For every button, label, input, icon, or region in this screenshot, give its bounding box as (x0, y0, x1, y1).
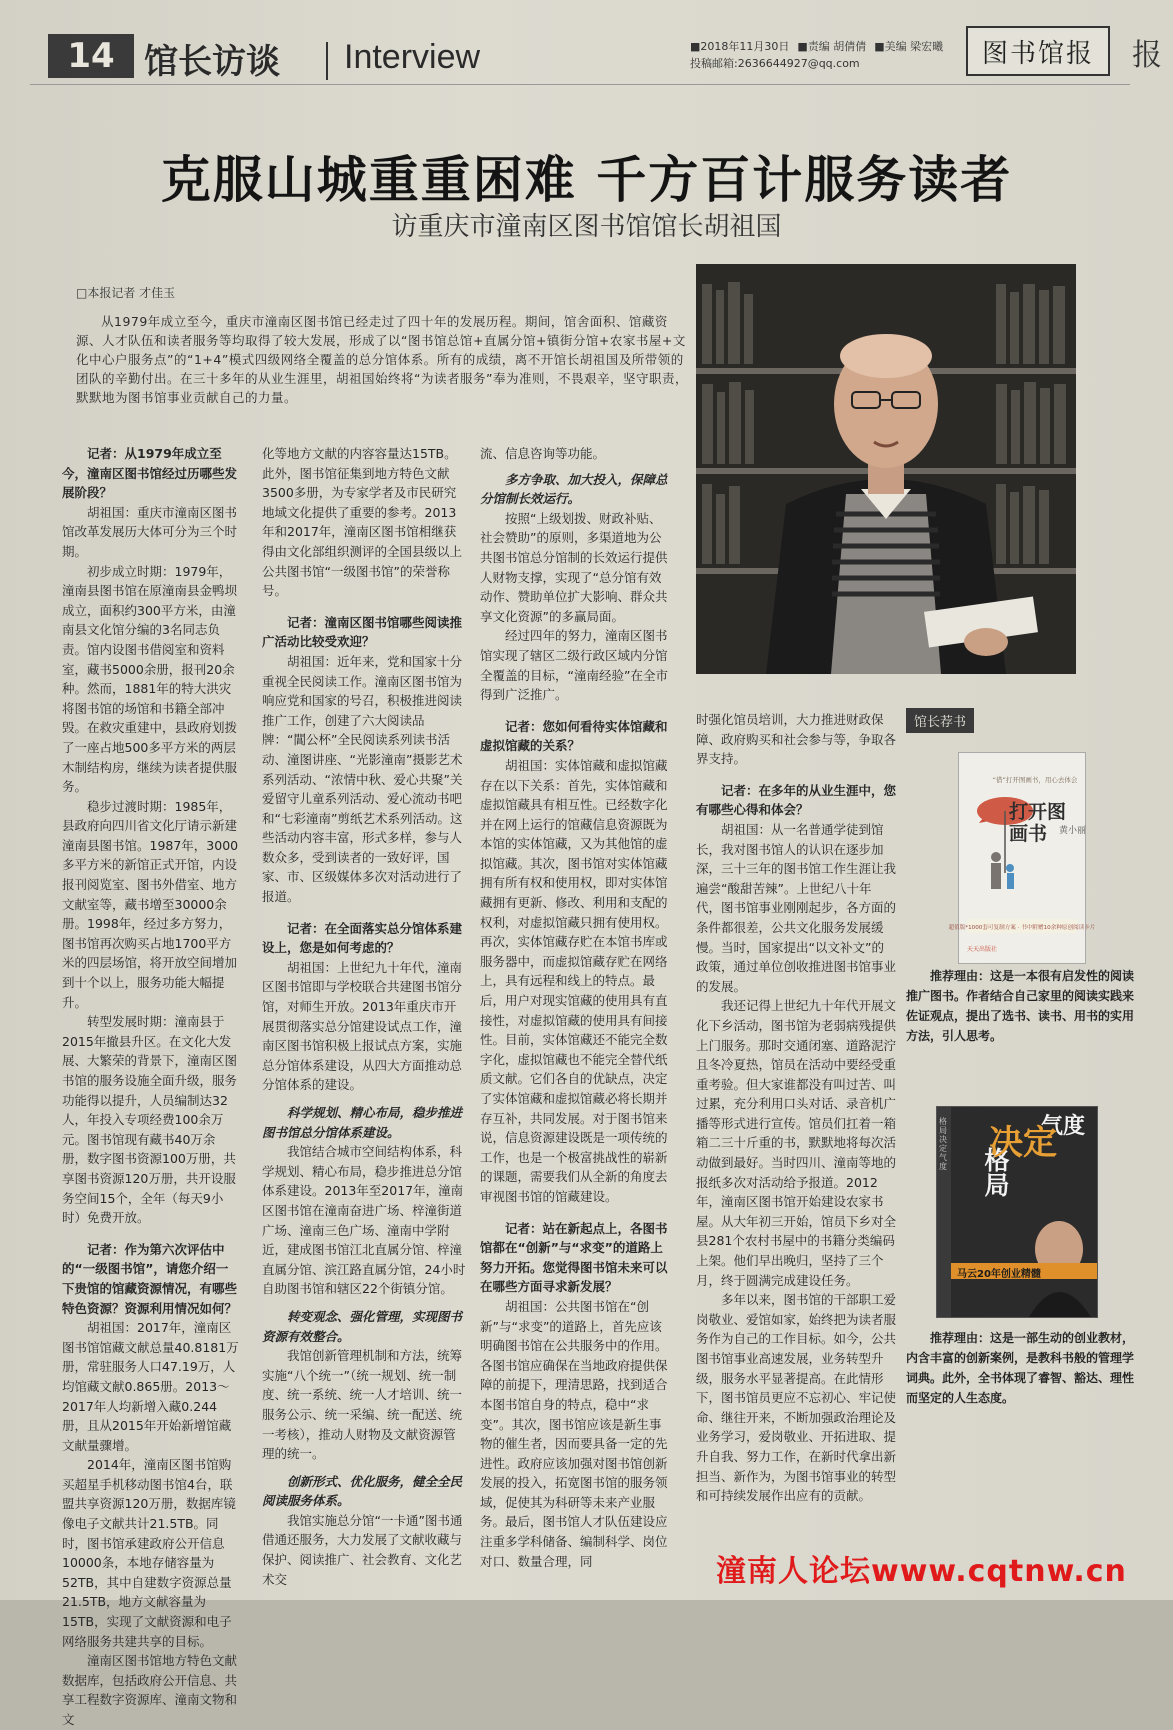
question-6: 记者：站在新起点上，各图书馆都在“创新”与“求变”的道路上努力开拓。您觉得图书馆未来可以在哪些方面寻求新发展？ (480, 1220, 668, 1295)
answer-6: 胡祖国：公共图书馆在“创新”与“求变”的道路上，首先应该明确图书馆在公共服务中的作用。各图书馆应确保在当地政府提供保障的前提下，理清思路，找到适合本图书馆自身的特点，稳中“求变”。其次，图书馆应该是新生事物的催生者，因而要具备一定的先进性。政府应该加强对图书馆创新发展的投入，拓宽图书馆的服务领域，促使其为科研等未来产业服务。最后，图书馆人才队伍建设应注重多学科储备、编制科学、岗位对口、数量合理，同 (480, 1298, 668, 1569)
section-title-cn: 馆长访谈 (144, 42, 280, 82)
book-cover-2 (936, 1106, 1098, 1318)
question-3: 记者：潼南区图书馆哪些阅读推广活动比较受欢迎？ (262, 614, 463, 650)
answer-5: 胡祖国：实体馆藏和虚拟馆藏存在以下关系：首先，实体馆藏和虚拟馆藏具有相互性。已经数字化并在网上运行的馆藏信息资源既为本馆的实体馆藏，又为其他馆的虚拟馆藏。其次，图书馆对实体馆藏拥有所有权和使用权，即对实体馆藏拥有更新、修改、利用和支配的权利，对虚拟馆藏只拥有使用权。再次，实体馆藏存贮在本馆书库或服务器中，而虚拟馆藏存贮在网络上，具有远程和线上的特点。最后，用户对现实馆藏的使用具有直接性，对虚拟馆藏的使用具有间接性。目前，实体馆藏还不能完全数字化，虚拟馆藏也不能完全替代纸质文献。它们各自的优缺点，决定了实体馆藏和虚拟馆藏必将长期并存互补，共同发展。对于图书馆来说，信息资源建设既是一项传统的工作，也是一个极富挑战性的崭新的课题，需要我们从全新的角度去审视图书馆的馆藏建设。 (480, 757, 668, 1204)
paragraph: 初步成立时期：1979年，潼南县图书馆在原潼南县金鸭坝成立，面积约300平方米，由潼南县文化馆分编的3名同志负责。馆内设图书借阅室和资料室，藏书5000余册，报刊20余种。然而，1881年的特大洪灾将图书馆的场馆和书籍全部冲毁。在救灾重建中，县政府划拨了一座占地500多平方米的两层木制结构房，继续为读者提供服务。 (62, 563, 238, 795)
paragraph: 稳步过渡时期：1985年，县政府向四川省文化厅请示新建潼南县图书馆。1987年，3000多平方米的新馆正式开馆，内设报刊阅览室、图书外借室、地方文献室等，藏书增至30000余册。1998年，经过多方努力，图书馆再次购买占地1700平方米的四层场馆，将开放空间增加到十个以上，服务功能大幅提升。 (62, 798, 239, 1010)
recommend-reason-1: 推荐理由：这是一本很有启发性的阅读推广图书。作者结合自己家里的阅读实践来佐证观点，提出了选书、读书、用书的实用方法，引人思考。 (906, 969, 1135, 1043)
paragraph: 我馆创新管理机制和方法，统筹实施“八个统一”（统一规划、统一制度、统一系统、统一人才培训、统一服务公示、统一采编、统一配送、统一考核），推动人财物及文献资源管理的统一。 (262, 1348, 463, 1462)
question-7: 记者：在多年的从业生涯中，您有哪些心得和体会？ (696, 782, 897, 818)
paragraph: 时强化馆员培训，大力推进财政保障、政府购买和社会参与等，争取各界支持。 (696, 712, 897, 767)
answer-3: 胡祖国：近年来，党和国家十分重视全民阅读工作。潼南区图书馆为响应党和国家的号召，积极推进阅读推广工作，创建了六大阅读品牌：“閶公杯”全民阅读系列读书活动、潼图讲座、“光影潼南”摄影艺术系列活动、“浓情中秋、爱心共聚”关爱留守儿童系列活动、爱心流动书吧和“七彩潼南”剪纸艺术系列活动。这些活动内容丰富，形式多样，参与人数众多，受到读者的一致好评，国家、市、区级媒体多次对活动进行了报道。 (262, 653, 463, 905)
recommend-reason-2: 推荐理由：这是一部生动的创业教材，内含丰富的创新案例，是教科书般的管理学词典。此外，全书体现了睿智、豁达、理性而坚定的人生态度。 (906, 1331, 1135, 1405)
page-header (26, 12, 1126, 82)
page-number: 14 (48, 34, 134, 78)
paragraph: 潼南区图书馆地方特色文献数据库，包括政府公开信息、共享工程数字资源库、潼南文物和文 (62, 1653, 238, 1727)
book1-tagline: “借”打开图画书，用心去体会 (992, 776, 1078, 784)
book2-spine: 格局决定气度 (939, 1117, 947, 1171)
designer-credit: ■美编 梁宏曦 (874, 40, 944, 53)
portrait-illustration (696, 264, 1076, 674)
book1-author: 黄小丽 (1059, 826, 1087, 836)
question-4: 记者：在全面落实总分馆体系建设上，您是如何考虑的？ (262, 920, 463, 956)
book2-title-b: 决定 (989, 1123, 1057, 1163)
subheading: 科学规划、精心布局，稳步推进图书馆总分馆体系建设。 (262, 1105, 463, 1140)
submission-email: 投稿邮箱:2636644927@qq.com (690, 57, 860, 70)
paragraph: 化等地方文献的内容容量达15TB。此外，图书馆征集到地方特色文献3500多册，为专家学者及市民研究地域文化提供了重要的参考。2013年和2017年，潼南区图书馆相继获得由文化部组织测评的全国县级以上公共图书馆“一级图书馆”的荣誉称号。 (262, 446, 463, 599)
paragraph: 转型发展时期：潼南县于2015年撤县升区。在文化大发展、大繁荣的背景下，潼南区图书馆的服务设施全面升级，服务功能得以提升，人员编制达32人，年投入专项经费100余万元。图书馆现有藏书40万余册，数字图书资源100万册，共享图书资源120万册，共开设服务空间15个，全年（每天9小时）免费开放。 (62, 1014, 238, 1226)
book1-publisher: 天天出版社 (967, 946, 998, 953)
column-1 (62, 444, 240, 1730)
article-headline: 克服山城重重困难 千方百计服务读者 (160, 150, 1013, 209)
adjacent-page-edge: 报 (1132, 38, 1162, 73)
paragraph: 流、信息咨询等功能。 (480, 446, 606, 461)
book2-subtitle: 马云20年创业精髓 (957, 1269, 1041, 1280)
book2-title-c: 气度 (1041, 1114, 1086, 1139)
answer-7: 胡祖国：从一名普通学徒到馆长，我对图书馆人的认识在逐步加深，三十三年的图书馆工作生涯让我遍尝“酸甜苦辣”。上世纪八十年代，图书馆事业刚刚起步，各方面的条件都很差，公共文化服务发展缓慢。当时，国家提出“以文补文”的政策，通过单位创收推进图书馆事业的发展。 (696, 821, 897, 994)
paragraph: 多年以来，图书馆的干部职工爱岗敬业、爱馆如家，始终把为读者服务作为自己的工作目标。如今，公共图书馆事业高速发展，业务转型升级，服务水平显著提高。在此情形下，图书馆员更应不忘初心、牢记使命、继往开来，不断加强政治理论及业务学习，爱岗敬业、开拓进取、提升自我、努力工作，在新时代拿出新担当、新作为，为图书馆事业的转型和可持续发展作出应有的贡献。 (696, 1292, 897, 1504)
column-4 (696, 710, 896, 1506)
question-2: 记者：作为第六次评估中的“一级图书馆”，请您介绍一下贵馆的馆藏资源情况，有哪些特色资源？资源利用情况如何？ (62, 1241, 238, 1316)
newspaper-logo: 图书馆报 (966, 26, 1110, 76)
article-subtitle: 访重庆市潼南区图书馆馆长胡祖国 (391, 212, 782, 242)
question-5: 记者：您如何看待实体馆藏和虚拟馆藏的关系？ (480, 718, 668, 754)
paragraph: 我馆结合城市空间结构体系，科学规划、精心布局，稳步推进总分馆体系建设。2013年至2017年，潼南区图书馆在潼南奋进广场、梓潼街道广场、潼南三色广场、潼南中学附近，建成图书馆江北直属分馆、梓潼直属分馆、滨江路直属分馆，24小时自助图书馆和辖区22个街镇分馆。 (262, 1144, 466, 1297)
book-cover-1 (948, 752, 1096, 964)
book1-title: 打开图画书 (1009, 801, 1067, 845)
portrait-photo (696, 264, 1076, 674)
column-3 (480, 444, 668, 1571)
book-cover-1-art (948, 753, 1096, 963)
subheading: 多方争取、加大投入，保障总分馆制长效运行。 (480, 471, 668, 507)
paragraph: 经过四年的努力，潼南区图书馆实现了辖区二级行政区域内分馆全覆盖的目标，“潼南经验”在全市得到广泛推广。 (480, 628, 668, 703)
paragraph: 我还记得上世纪九十年代开展文化下乡活动，图书馆为老弱病残提供上门服务。那时交通闭塞、道路泥泞且冬冷夏热，馆员在活动中要经受重重考验。但大家谁都没有叫过苦、叫过累，充分利用口头对话、录音机广播等形式进行宣传。馆员们扛着一箱箱二三十斤重的书，默默地将每次活动做到最好。当时四川、潼南等地的报纸多次对活动给予报道。2012年，潼南区图书馆开始建设农家书屋。从大年初三开始，馆员下乡对全县281个农村书屋中的书籍分类编码上架。他们早出晚归，坚持了三个月，终于圆满完成建设任务。 (696, 998, 897, 1288)
header-rule (30, 84, 1130, 85)
book2-title-a: 格局 (981, 1147, 1010, 1197)
header-divider (326, 42, 328, 80)
book-recommend-title: 馆长荐书 (906, 708, 974, 733)
book1-footer: 超值版*1000套可复制方案 · 书中附赠10余种原创阅读卡片 (948, 925, 1096, 931)
editor-credit: ■责编 胡倩倩 (797, 40, 867, 53)
site-watermark: 潼南人论坛www.cqtnw.cn (716, 1554, 1127, 1589)
section-title-en: Interview (344, 38, 481, 76)
article-lead: 从1979年成立至今，重庆市潼南区图书馆已经走过了四十年的发展历程。期间，馆舍面积、馆藏资源、人才队伍和读者服务等均取得了较大发展，形成了以“图书馆总馆+直属分馆+镇街分馆+农家书屋+文化中心户服务点”的“1+4”模式四级网络全覆盖的总分馆体系。所有的成绩，离不开馆长胡祖国及所带领的团队的辛勤付出。在三十多年的从业生涯里，胡祖国始终将“为读者服务”奉为准则，不畏艰辛，坚守职责，默默地为图书馆事业贡献自己的力量。 (76, 314, 688, 405)
answer-4: 胡祖国：上世纪九十年代，潼南区图书馆即与学校联合共建图书馆分馆，对师生开放。2013年重庆市开展贯彻落实总分馆建设试点工作，潼南区图书馆积极上报试点方案，实施总分馆体系建设，从四大方面推动总分馆体系的建设。 (262, 959, 463, 1093)
paragraph: 2014年，潼南区图书馆购买超星手机移动图书馆4台，联盟共享资源120万册，数据库镜像电子文献共计21.5TB。同时，图书馆承建政府公开信息10000条，本地存储容量为52TB，其中自建数字资源总量21.5TB，地方文献容量为15TB，实现了文献资源和电子网络服务共建共享的目标。 (62, 1457, 236, 1649)
issue-date: ■2018年11月30日 (690, 40, 790, 53)
answer-1: 胡祖国：重庆市潼南区图书馆改革发展历大体可分为三个时期。 (62, 504, 238, 559)
question-1: 记者：从1979年成立至今，潼南区图书馆经过历哪些发展阶段？ (62, 446, 238, 501)
paragraph: 按照“上级划拨、财政补贴、社会赞助”的原则，多渠道地为公共图书馆总分馆制的长效运行提供人财物支撑，实现了“总分馆有效动作、赞助单位扩大影响、群众共享文化资源”的多赢局面。 (480, 510, 668, 624)
subheading: 创新形式、优化服务，健全全民阅读服务体系。 (262, 1473, 463, 1509)
subheading: 转变观念、强化管理，实现图书资源有效整合。 (262, 1308, 463, 1344)
issue-meta (690, 38, 951, 72)
article-byline: □本报记者 才佳玉 (76, 286, 176, 300)
answer-2: 胡祖国：2017年，潼南区图书馆馆藏文献总量40.8181万册，常驻服务人口47.19万，人均馆藏文献0.865册。2013～2017年人均新增入藏0.244册，且从2015年开始新增馆藏文献量骤增。 (62, 1320, 239, 1453)
column-2 (262, 444, 468, 1589)
paragraph: 我馆实施总分馆“一卡通”图书通借通还服务，大力发展了文献收藏与保护、阅读推广、社会教育、文化艺术交 (262, 1512, 463, 1587)
